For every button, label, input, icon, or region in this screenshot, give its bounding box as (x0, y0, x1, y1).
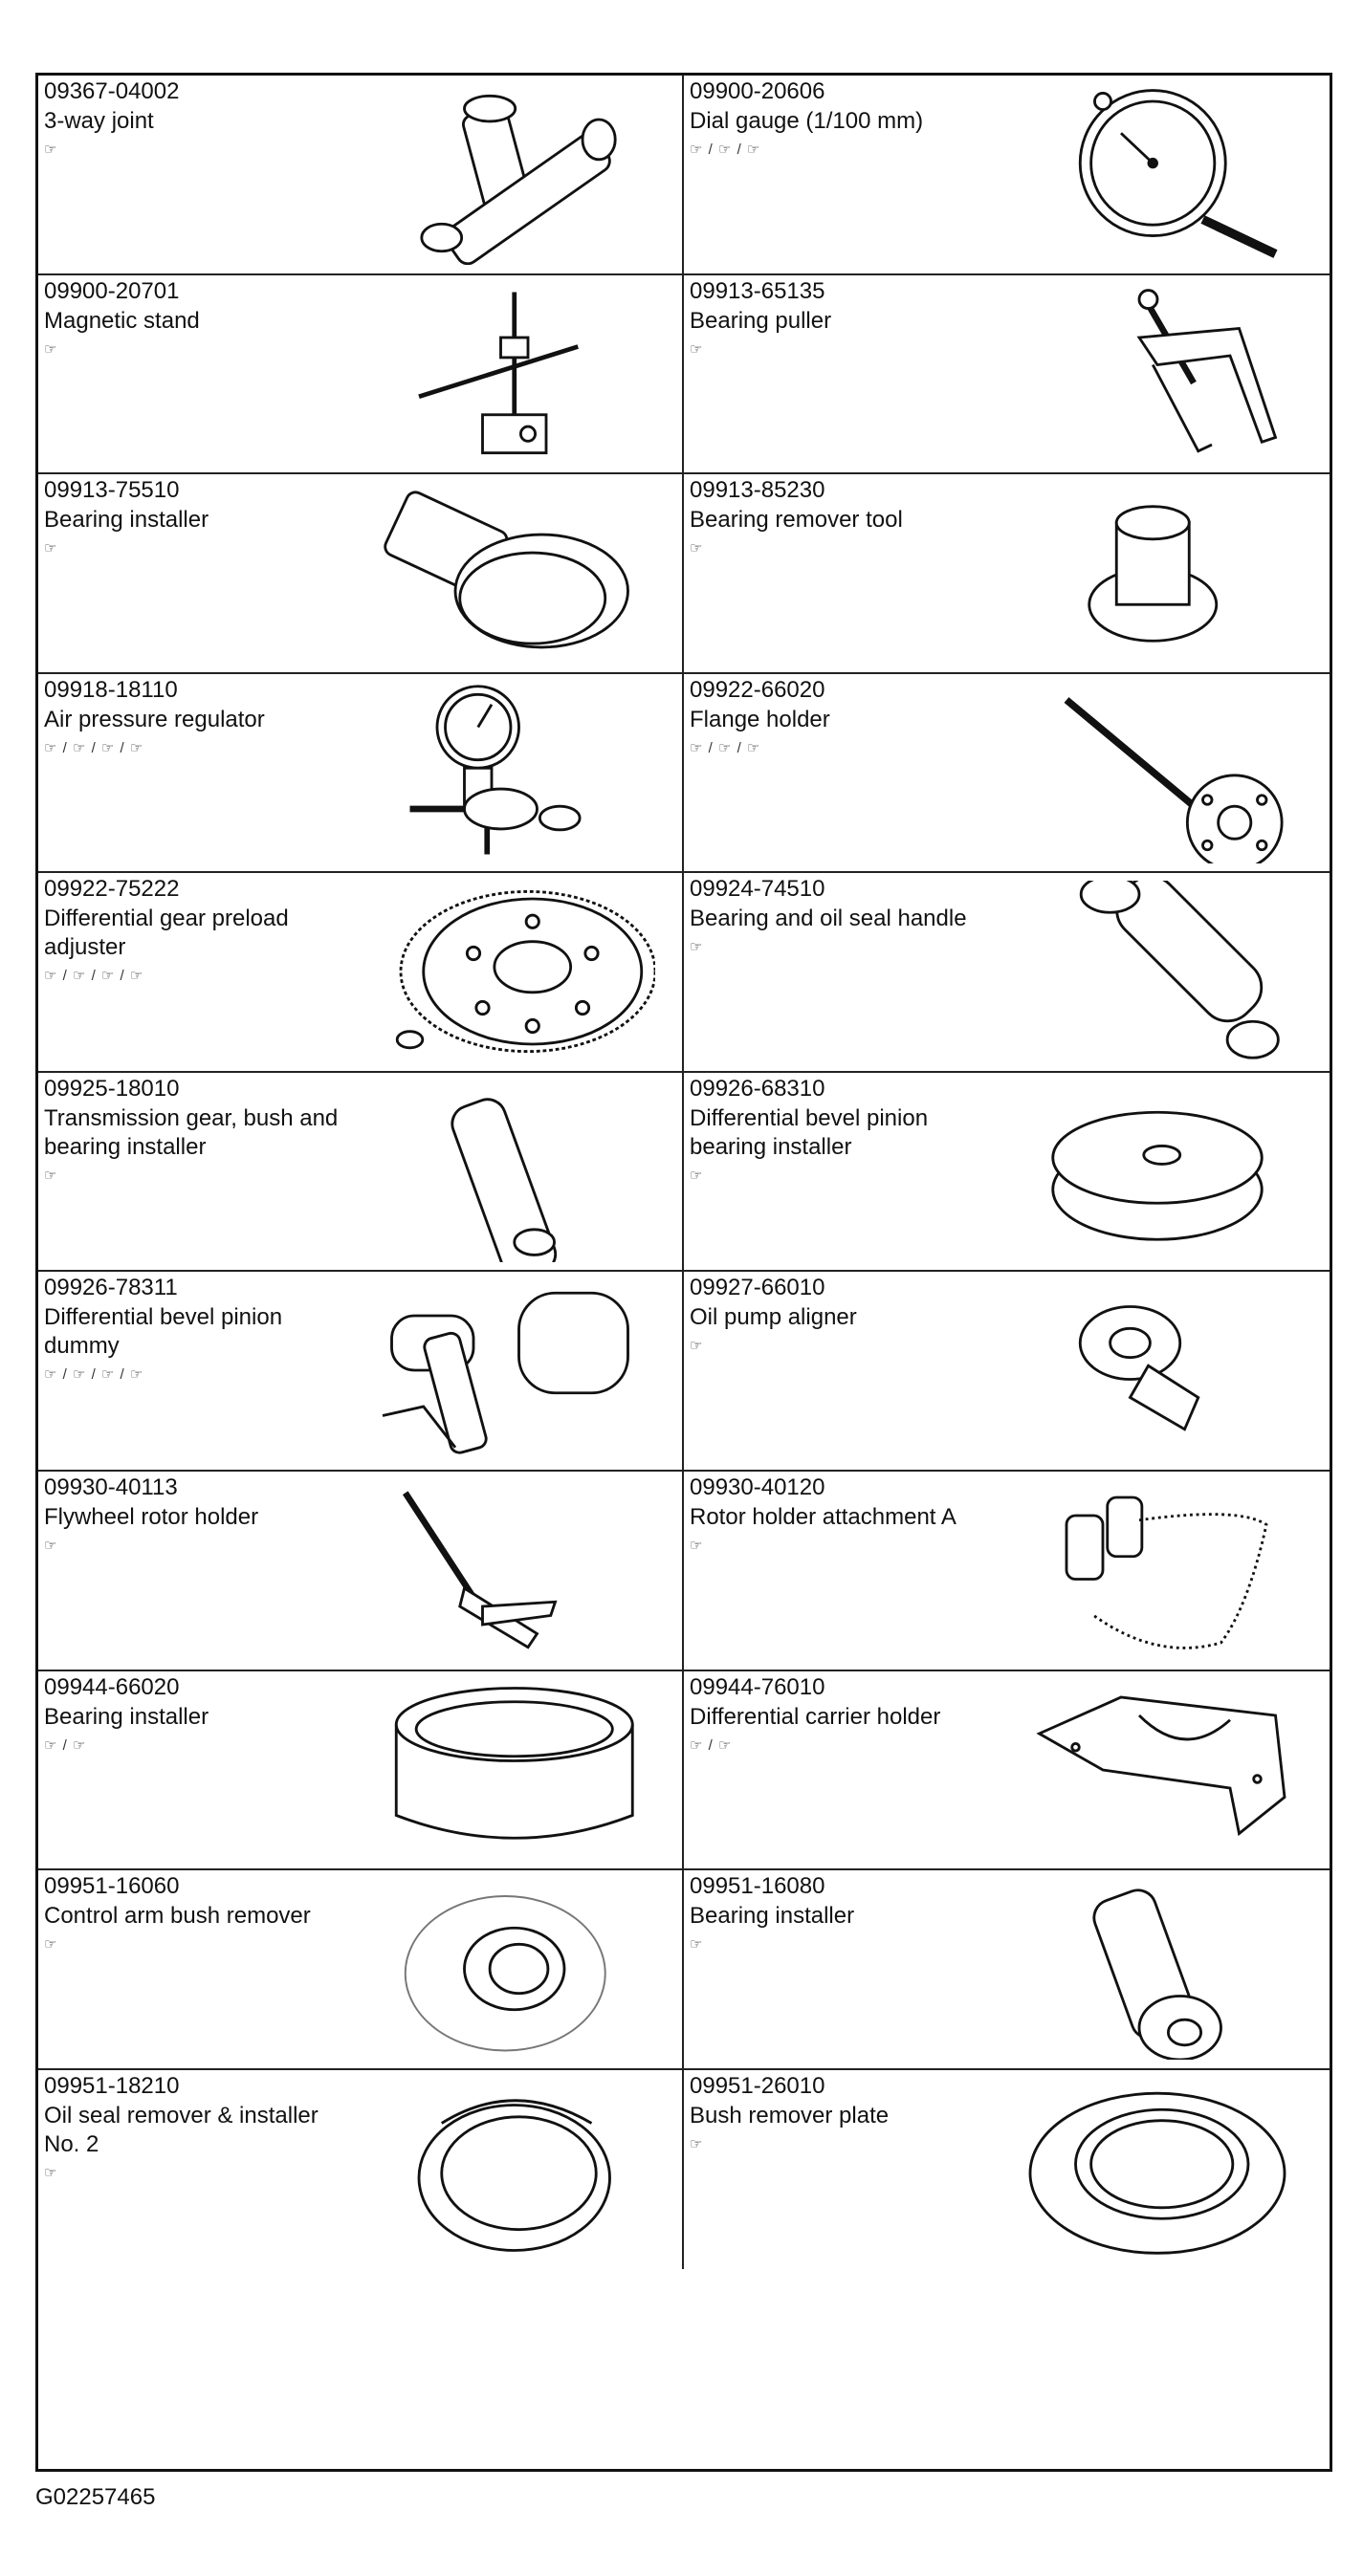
tool-cell (38, 76, 684, 275)
part-number: 09926-68310 (690, 1075, 825, 1102)
tool-name: 3-way joint (44, 108, 154, 134)
tool-text (690, 78, 1005, 161)
tool-cell (38, 275, 684, 475)
part-number: 09913-65135 (690, 277, 825, 304)
reference-marks: ☞ (690, 939, 704, 956)
part-number: 09951-18210 (44, 2072, 180, 2099)
tool-text (690, 1275, 1005, 1357)
part-number: 09925-18010 (44, 1075, 180, 1102)
tool-cell (684, 873, 1330, 1073)
tool-cell (684, 2070, 1330, 2270)
part-number: 09930-40113 (44, 1474, 178, 1501)
tool-text (44, 1674, 360, 1757)
tool-name: Bush remover plate (690, 2102, 890, 2128)
part-number: 09951-16060 (44, 1873, 180, 1900)
tool-text (690, 278, 1005, 360)
rotor-holder-attachment-icon (987, 1479, 1303, 1661)
pinion-bearing-installer-icon (987, 1081, 1303, 1262)
tool-cell (38, 474, 684, 674)
tool-text (44, 1275, 360, 1386)
tool-cell (684, 474, 1330, 674)
bearing-puller-icon (987, 283, 1303, 465)
tool-text (44, 278, 360, 360)
tool-cell (38, 1472, 684, 1671)
tool-name: Bearing puller (690, 307, 832, 334)
part-number: 09930-40120 (690, 1474, 825, 1501)
tool-name: Differential gear preload adjuster (44, 906, 289, 961)
part-number: 09900-20701 (44, 277, 180, 304)
reference-marks: ☞ (690, 1167, 704, 1184)
tool-name: Differential bevel pinion bearing installer (690, 1104, 929, 1160)
reference-marks: ☞ (690, 1936, 704, 1954)
reference-marks: ☞ (690, 1538, 704, 1555)
tool-cell (684, 1671, 1330, 1871)
reference-marks: ☞ / ☞ / ☞ (690, 142, 761, 158)
tool-cell (38, 1073, 684, 1273)
flange-holder-icon (987, 682, 1303, 863)
part-number: 09927-66010 (690, 1275, 825, 1301)
tool-text (690, 1873, 1005, 1955)
tool-cell (38, 1272, 684, 1472)
part-number: 09951-26010 (690, 2072, 825, 2099)
part-number: 09913-85230 (690, 477, 825, 504)
tool-text (44, 78, 360, 161)
reference-marks: ☞ (690, 1338, 704, 1355)
reference-marks: ☞ (44, 1167, 58, 1184)
part-number: 09913-75510 (44, 477, 180, 504)
oil-seal-tool-icon (340, 2078, 655, 2259)
reference-marks: ☞ (44, 2164, 58, 2181)
reference-marks: ☞ (690, 340, 704, 358)
tool-name: Bearing installer (44, 1703, 209, 1730)
tool-text (44, 1076, 360, 1187)
preload-adjuster-icon (340, 881, 655, 1062)
tool-cell (684, 1870, 1330, 2070)
tool-name: Bearing installer (44, 507, 209, 534)
part-number: 09944-76010 (690, 1673, 825, 1700)
reference-marks: ☞ (44, 1936, 58, 1954)
tool-text (690, 1076, 1005, 1187)
tool-text (690, 1674, 1005, 1757)
stepped-bearing-installer-icon (987, 1878, 1303, 2060)
tool-name: Bearing and oil seal handle (690, 906, 967, 932)
reference-marks: ☞ / ☞ (44, 1736, 87, 1754)
part-number: 09926-78311 (44, 1275, 178, 1301)
tool-cell (38, 2070, 684, 2270)
tool-name: Dial gauge (1/100 mm) (690, 108, 924, 134)
seal-handle-icon (987, 881, 1303, 1062)
oil-pump-aligner-icon (987, 1279, 1303, 1461)
tool-name: Oil pump aligner (690, 1304, 857, 1331)
part-number: 09944-66020 (44, 1673, 180, 1700)
gear-bush-installer-icon (340, 1081, 655, 1262)
figure-id: G02257465 (35, 2484, 156, 2510)
reference-marks: ☞ / ☞ (690, 1736, 733, 1754)
special-tools-table (35, 73, 1332, 2472)
reference-marks: ☞ (44, 340, 58, 358)
tool-cell (684, 275, 1330, 475)
reference-marks: ☞ / ☞ / ☞ / ☞ (44, 1366, 144, 1384)
part-number: 09918-18110 (44, 676, 178, 703)
reference-marks: ☞ (44, 1538, 58, 1555)
tool-name: Flywheel rotor holder (44, 1504, 259, 1531)
tool-cell (38, 1671, 684, 1871)
reference-marks: ☞ (44, 540, 58, 557)
bearing-remover-tool-icon (987, 482, 1303, 664)
tool-text (690, 876, 1005, 958)
tool-text (44, 876, 360, 987)
part-number: 09922-66020 (690, 676, 825, 703)
tool-cell (684, 1272, 1330, 1472)
tool-text (690, 477, 1005, 559)
bush-remover-icon (340, 1878, 655, 2060)
tool-text (44, 677, 360, 759)
tool-cell (684, 1073, 1330, 1273)
tool-text (44, 1873, 360, 1955)
tool-name: Oil seal remover & installer No. 2 (44, 2102, 319, 2157)
tool-text (44, 2073, 360, 2184)
magnetic-stand-icon (340, 283, 655, 465)
tool-name: Bearing installer (690, 1903, 855, 1930)
reference-marks: ☞ / ☞ / ☞ / ☞ (44, 739, 144, 756)
tool-cell (38, 1870, 684, 2070)
tool-cell (684, 1472, 1330, 1671)
tool-text (44, 1474, 360, 1557)
three-way-joint-icon (340, 83, 655, 265)
pinion-dummy-icon (340, 1279, 655, 1461)
dial-gauge-icon (987, 83, 1303, 265)
tool-name: Rotor holder attachment A (690, 1504, 956, 1531)
carrier-holder-icon (987, 1679, 1303, 1861)
tool-cell (38, 873, 684, 1073)
tool-cell (684, 674, 1330, 874)
flywheel-rotor-holder-icon (340, 1479, 655, 1661)
air-pressure-regulator-icon (340, 682, 655, 863)
reference-marks: ☞ / ☞ / ☞ / ☞ (44, 968, 144, 985)
part-number: 09924-74510 (690, 876, 825, 903)
tool-name: Transmission gear, bush and bearing installer (44, 1104, 339, 1160)
tool-cell (684, 76, 1330, 275)
reference-marks: ☞ (690, 540, 704, 557)
tool-text (690, 677, 1005, 759)
part-number: 09951-16080 (690, 1873, 825, 1900)
tool-text (690, 2073, 1005, 2155)
tool-name: Magnetic stand (44, 307, 200, 334)
tool-name: Control arm bush remover (44, 1903, 311, 1930)
tool-text (44, 477, 360, 559)
ring-bearing-installer-icon (340, 1679, 655, 1861)
tool-name: Differential bevel pinion dummy (44, 1304, 283, 1360)
part-number: 09367-04002 (44, 78, 180, 104)
part-number: 09922-75222 (44, 876, 180, 903)
tool-text (690, 1474, 1005, 1557)
reference-marks: ☞ (690, 2135, 704, 2152)
bush-remover-plate-icon (987, 2078, 1303, 2259)
reference-marks: ☞ (44, 142, 58, 158)
part-number: 09900-20606 (690, 78, 825, 104)
bearing-installer-icon (340, 482, 655, 664)
tool-name: Air pressure regulator (44, 706, 265, 732)
reference-marks: ☞ / ☞ / ☞ (690, 739, 761, 756)
tool-name: Flange holder (690, 706, 830, 732)
tool-name: Differential carrier holder (690, 1703, 941, 1730)
tool-cell (38, 674, 684, 874)
tool-name: Bearing remover tool (690, 507, 903, 534)
